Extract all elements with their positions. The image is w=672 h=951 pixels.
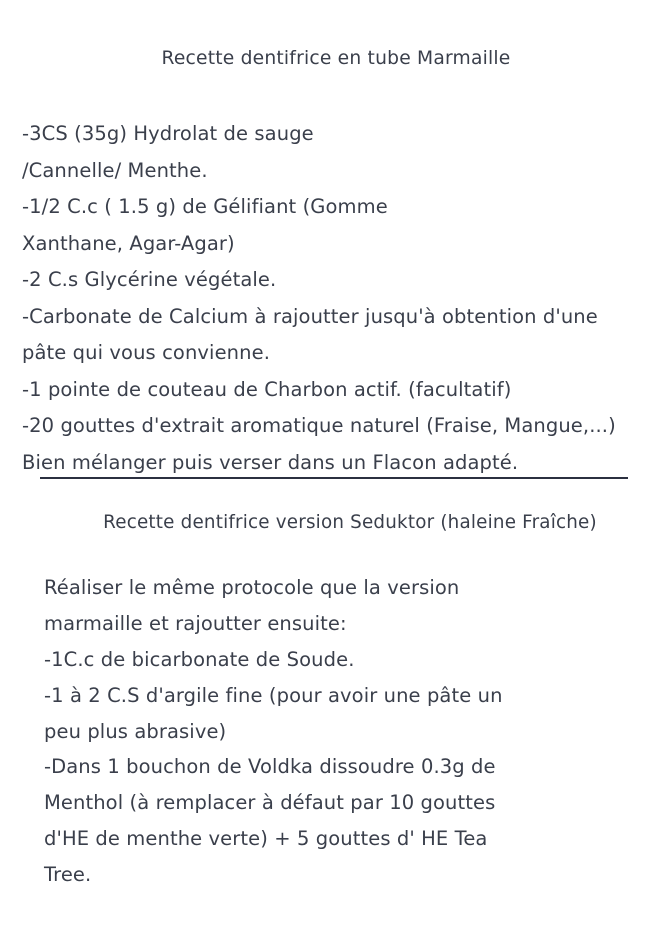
recipe-line: Xanthane, Agar-Agar) — [22, 231, 235, 255]
recipe-line: -1 pointe de couteau de Charbon actif. (facultatif) — [22, 377, 512, 401]
recipe-line: -1C.c de bicarbonate de Soude. — [44, 647, 355, 671]
section-divider — [40, 477, 628, 479]
recipe-line: -1/2 C.c ( 1.5 g) de Gélifiant (Gomme — [22, 195, 388, 218]
recipe-line: Réaliser le même protocole que la version — [44, 576, 460, 599]
recipe-line: -2 C.s Glycérine végétale. — [22, 268, 277, 291]
recipe-line: -3CS (35g) Hydrolat de sauge — [22, 122, 314, 145]
recipe-line: -Dans 1 bouchon de Voldka dissoudre 0.3g de — [44, 755, 496, 779]
recipe-line: -20 gouttes d'extrait aromatique naturel (Fraise, Mangue,...) — [22, 414, 616, 437]
recipe-ingredients-marmaille — [22, 116, 616, 481]
recipe-line: -1 à 2 C.S d'argile fine (pour avoir une pâte un — [44, 683, 503, 707]
recipe-line: Tree. — [44, 863, 92, 887]
recipe-title-marmaille: Recette dentifrice en tube Marmaille — [161, 48, 511, 69]
recipe-line: marmaille et rajoutter ensuite: — [44, 611, 347, 635]
recipe-line: /Cannelle/ Menthe. — [22, 158, 208, 182]
recipe-steps-seduktor — [44, 570, 503, 893]
recipe-line: pâte qui vous convienne. — [22, 341, 270, 364]
recipe-line: d'HE de menthe verte) + 5 gouttes d' HE Tea — [44, 827, 488, 851]
recipe-line: peu plus abrasive) — [44, 719, 227, 743]
recipe-line: -Carbonate de Calcium à rajoutter jusqu'à obtention d'une — [22, 304, 598, 328]
recipe-title-seduktor: Recette dentifrice version Seduktor (haleine Fraîche) — [103, 512, 597, 533]
recipe-line: Bien mélanger puis verser dans un Flacon adapté. — [22, 450, 519, 474]
recipe-line: Menthol (à remplacer à défaut par 10 gouttes — [44, 791, 496, 815]
